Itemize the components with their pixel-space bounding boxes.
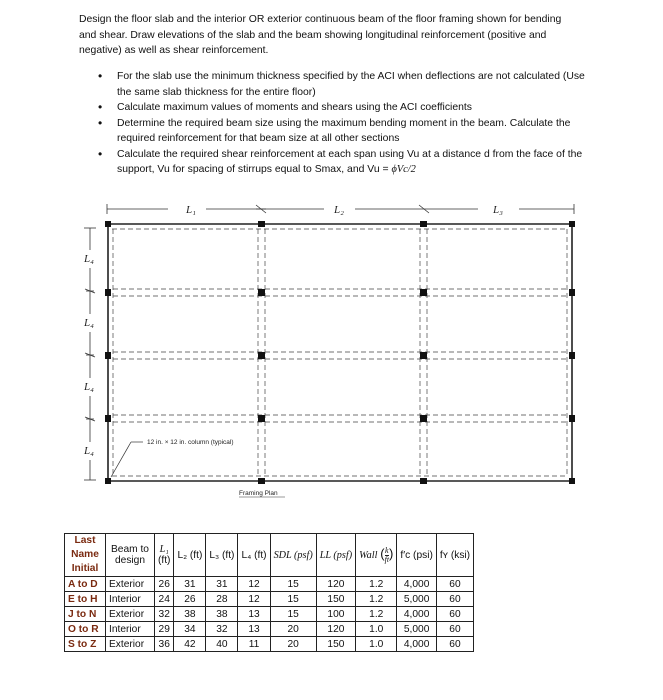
bay-dimension-line: [84, 228, 96, 480]
cell-wall: 1.2: [356, 577, 397, 592]
requirement-slab-thickness: • For the slab use the minimum thickness specified by the ACI when deflections are not calculated (Use the same slab thickness for the entire floor): [98, 69, 598, 100]
cell-fc: 5,000: [397, 592, 436, 607]
column: [569, 352, 575, 359]
header-text: design: [114, 555, 146, 566]
column: [569, 478, 575, 484]
cell-L4: 11: [238, 637, 270, 652]
wall-unit-numerator: k: [385, 545, 389, 555]
cell-SDL: 20: [270, 622, 316, 637]
cell-L3: 38: [206, 607, 238, 622]
cell-L1: 26: [155, 577, 174, 592]
column: [258, 289, 265, 296]
table-row: [65, 577, 474, 592]
bay-label-L4-3: L₄: [84, 381, 94, 393]
cell-L3: 32: [206, 622, 238, 637]
column: [258, 478, 265, 484]
column: [105, 415, 111, 422]
cell-fc: 5,000: [397, 622, 436, 637]
header-wall: Wall ( $\frac{k}{ft}$ ): [356, 534, 397, 577]
header-text: Name: [71, 549, 99, 560]
cell-fc: 4,000: [397, 637, 436, 652]
cell-beam: Interior: [106, 592, 155, 607]
header-SDL: SDL (psf): [270, 534, 316, 577]
column: [258, 352, 265, 359]
column-leader: [111, 442, 143, 477]
table-row: [65, 592, 474, 607]
cell-L2: 38: [174, 607, 206, 622]
header-text: (ft): [158, 555, 171, 566]
column: [105, 221, 111, 227]
header-L2: L₂ (ft): [174, 534, 206, 577]
column: [420, 352, 427, 359]
cell-fc: 4,000: [397, 607, 436, 622]
problem-statement: Design the floor slab and the interior OR exterior continuous beam of the floor framing shown for bending and shear. Draw elevations of the slab and the beam showing longitudinal reinforcement (positive and negative) as well as shear reinforcement.: [79, 14, 562, 56]
cell-L1: 36: [155, 637, 174, 652]
wall-unit-denominator: ft: [384, 554, 390, 564]
cell-fy: 60: [436, 592, 473, 607]
cell-beam: Exterior: [106, 577, 155, 592]
cell-LL: 120: [316, 577, 355, 592]
shear-formula: ϕVc/2: [391, 164, 416, 175]
cell-L2: 31: [174, 577, 206, 592]
cell-LL: 120: [316, 622, 355, 637]
cell-L4: 13: [238, 607, 270, 622]
student-parameters-table: [64, 533, 474, 652]
cell-SDL: 15: [270, 607, 316, 622]
cell-fy: 60: [436, 577, 473, 592]
column: [105, 478, 111, 484]
table-row: [65, 622, 474, 637]
span-label-L3: L₃: [493, 204, 503, 216]
header-L3: L₃ (ft): [206, 534, 238, 577]
header-text: Beam to: [111, 544, 149, 555]
cell-LL: 100: [316, 607, 355, 622]
cell-range: A to D: [65, 577, 106, 592]
column: [420, 289, 427, 296]
cell-L2: 26: [174, 592, 206, 607]
cell-L3: 31: [206, 577, 238, 592]
column: [569, 415, 575, 422]
header-text: L₁: [159, 544, 169, 555]
header-text: Last: [74, 535, 96, 546]
column: [420, 221, 427, 227]
cell-wall: 1.2: [356, 592, 397, 607]
cell-wall: 1.2: [356, 607, 397, 622]
cell-L4: 12: [238, 577, 270, 592]
header-fy: fʏ (ksi): [436, 534, 473, 577]
column: [105, 352, 111, 359]
bay-label-L4-1: L₄: [84, 253, 94, 265]
table-row: [65, 607, 474, 622]
header-L4: L₄ (ft): [238, 534, 270, 577]
requirement-aci-coefficients: • Calculate maximum values of moments and shears using the ACI coefficients: [98, 100, 598, 116]
plan-title: Framing Plan: [239, 490, 278, 497]
cell-SDL: 20: [270, 637, 316, 652]
column: [105, 289, 111, 296]
cell-L2: 34: [174, 622, 206, 637]
bay-label-L4-4: L₄: [84, 445, 94, 457]
cell-SDL: 15: [270, 592, 316, 607]
cell-L3: 40: [206, 637, 238, 652]
header-LL: LL (psf): [316, 534, 355, 577]
header-L1: [155, 534, 174, 577]
cell-wall: 1.0: [356, 622, 397, 637]
cell-LL: 150: [316, 637, 355, 652]
cell-range: E to H: [65, 592, 106, 607]
header-text: Initial: [71, 563, 99, 574]
cell-L4: 12: [238, 592, 270, 607]
shear-requirement-text: Calculate the required shear reinforcement at each span using Vu at a distance d from the face of the support, Vu for spacing of stirrups equal to Smax, and Vu =: [117, 148, 583, 175]
header-text: Wall: [359, 550, 378, 562]
table-header-row: [65, 534, 474, 577]
cell-fy: 60: [436, 622, 473, 637]
interior-girders: [258, 229, 427, 476]
cell-L4: 13: [238, 622, 270, 637]
cell-fc: 4,000: [397, 577, 436, 592]
column: [258, 221, 265, 227]
bay-label-L4-2: L₄: [84, 317, 94, 329]
requirement-beam-size: • Determine the required beam size using the maximum bending moment in the beam. Calculate the required reinforcement for that beam size at all other sections: [98, 116, 598, 147]
cell-SDL: 15: [270, 577, 316, 592]
column: [420, 478, 427, 484]
column-note: 12 in. × 12 in. column (typical): [147, 439, 234, 446]
cell-fy: 60: [436, 637, 473, 652]
header-fc: f′c (psi): [397, 534, 436, 577]
column: [569, 221, 575, 227]
cell-L3: 28: [206, 592, 238, 607]
cell-beam: Interior: [106, 622, 155, 637]
cell-beam: Exterior: [106, 607, 155, 622]
interior-beams: [113, 289, 567, 422]
column: [569, 289, 575, 296]
cell-wall: 1.0: [356, 637, 397, 652]
header-beam: [106, 534, 155, 577]
header-last-name: [65, 534, 106, 577]
span-label-L2: L₂: [334, 204, 344, 216]
cell-L1: 32: [155, 607, 174, 622]
cell-L2: 42: [174, 637, 206, 652]
span-label-L1: L₁: [186, 204, 196, 216]
column: [420, 415, 427, 422]
cell-LL: 150: [316, 592, 355, 607]
column: [258, 415, 265, 422]
cell-range: O to R: [65, 622, 106, 637]
cell-range: J to N: [65, 607, 106, 622]
cell-range: S to Z: [65, 637, 106, 652]
cell-L1: 29: [155, 622, 174, 637]
cell-fy: 60: [436, 607, 473, 622]
cell-beam: Exterior: [106, 637, 155, 652]
table-row: [65, 637, 474, 652]
cell-L1: 24: [155, 592, 174, 607]
